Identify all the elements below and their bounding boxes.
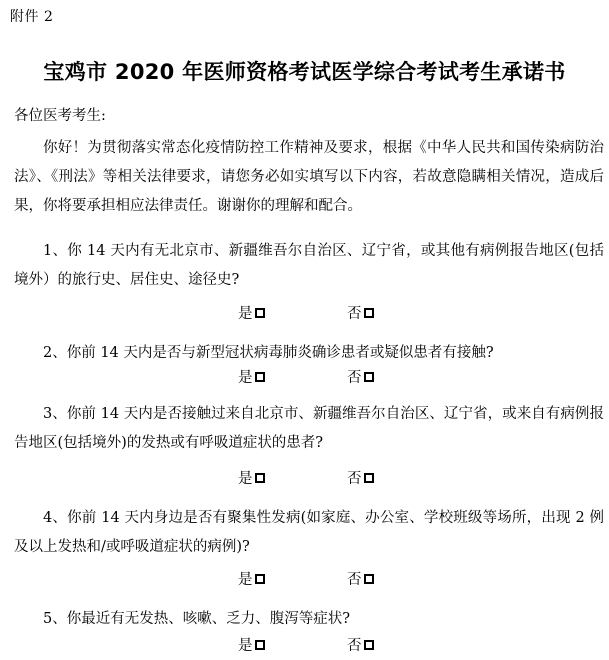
checkbox-icon[interactable] [364, 372, 374, 382]
yes-label: 是 [238, 471, 253, 487]
no-label: 否 [347, 370, 362, 386]
yes-option[interactable] [238, 366, 265, 387]
question-4: 4、你前 14 天内身边是否有聚集性发病(如家庭、办公室、学校班级等场所，出现 2 例及以上发热和/或呼吸道症状的病例)? [14, 510, 604, 555]
answer-row-5 [0, 634, 609, 658]
intro-paragraph: 你好！为贯彻落实常态化疫情防控工作精神及要求，根据《中华人民共和国传染病防治法》、《刑法》等相关法律要求，请您务必如实填写以下内容，若故意隐瞒相关情况，造成后果，你将要承担相应法律责任。谢谢你的理解和配合。 [14, 140, 604, 214]
yes-label: 是 [238, 306, 253, 322]
checkbox-icon[interactable] [364, 308, 374, 318]
checkbox-icon[interactable] [364, 473, 374, 483]
answer-row-1 [0, 302, 609, 326]
answer-row-3 [0, 467, 609, 491]
salutation: 各位医考考生: [14, 108, 106, 124]
annex-label: 附件 2 [10, 9, 54, 25]
answer-row-4 [0, 568, 609, 592]
answer-row-2 [0, 366, 609, 390]
yes-option[interactable] [238, 634, 265, 655]
yes-option[interactable] [238, 568, 265, 589]
yes-label: 是 [238, 638, 253, 654]
yes-label: 是 [238, 572, 253, 588]
checkbox-icon[interactable] [255, 473, 265, 483]
checkbox-icon[interactable] [364, 640, 374, 650]
checkbox-icon[interactable] [255, 372, 265, 382]
no-label: 否 [347, 471, 362, 487]
no-label: 否 [347, 638, 362, 654]
question-3: 3、你前 14 天内是否接触过来自北京市、新疆维吾尔自治区、辽宁省，或来自有病例报告地区(包括境外)的发热或有呼吸道症状的患者? [14, 406, 604, 451]
checkbox-icon[interactable] [255, 640, 265, 650]
yes-option[interactable] [238, 302, 265, 323]
checkbox-icon[interactable] [255, 308, 265, 318]
no-option[interactable] [347, 634, 374, 655]
question-2: 2、你前 14 天内是否与新型冠状病毒肺炎确诊患者或疑似患者有接触? [43, 345, 494, 361]
yes-label: 是 [238, 370, 253, 386]
no-option[interactable] [347, 568, 374, 589]
no-option[interactable] [347, 467, 374, 488]
checkbox-icon[interactable] [255, 574, 265, 584]
checkbox-icon[interactable] [364, 574, 374, 584]
no-option[interactable] [347, 302, 374, 323]
document-title: 宝鸡市 2020 年医师资格考试医学综合考试考生承诺书 [43, 60, 566, 84]
question-1: 1、你 14 天内有无北京市、新疆维吾尔自治区、辽宁省，或其他有病例报告地区(包括境外）的旅行史、居住史、途径史? [14, 243, 604, 288]
no-option[interactable] [347, 366, 374, 387]
question-5: 5、你最近有无发热、咳嗽、乏力、腹泻等症状? [43, 611, 350, 627]
no-label: 否 [347, 572, 362, 588]
yes-option[interactable] [238, 467, 265, 488]
no-label: 否 [347, 306, 362, 322]
